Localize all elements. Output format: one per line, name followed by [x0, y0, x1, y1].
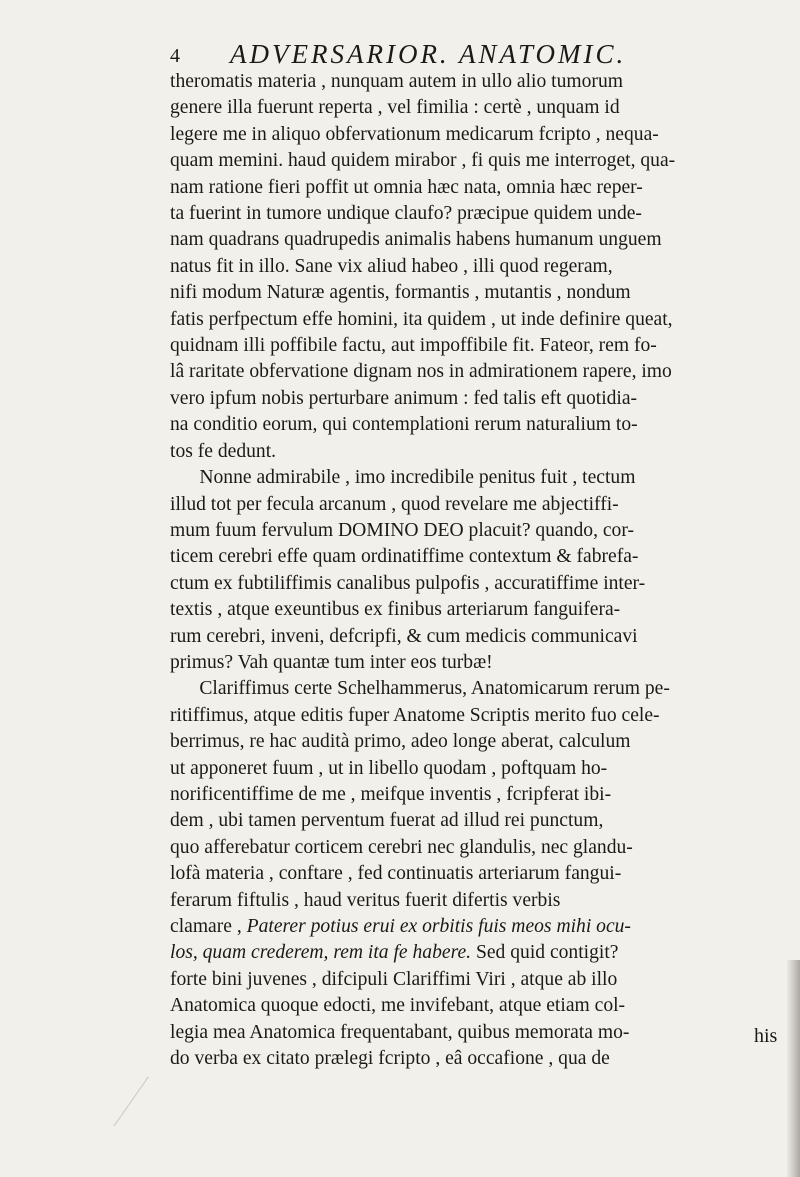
- text-line: [170, 279, 785, 305]
- text-line: [170, 570, 785, 596]
- line-text: legia mea Anatomica frequentabant, quibus memorata mo-: [170, 1020, 630, 1043]
- line-text: ctum ex fubtiliffimis canalibus pulpofis , accuratiffime inter-: [170, 571, 646, 594]
- text-line: [170, 464, 785, 490]
- body-text: [170, 68, 798, 1071]
- line-text: vero ipfum nobis perturbare animum : fed talis eft quotidia-: [170, 386, 638, 409]
- text-line: [170, 491, 785, 517]
- line-text: genere illa fuerunt reperta , vel fimilia : certè , unquam id: [170, 96, 620, 119]
- line-text: tos fe dedunt.: [170, 439, 277, 462]
- text-line: [170, 702, 785, 728]
- text-line: [170, 596, 785, 622]
- line-text: Anatomica quoque edocti, me invifebant, atque etiam col-: [170, 994, 626, 1017]
- text-line: [170, 358, 785, 384]
- line-text: ferarum fiftulis , haud veritus fuerit difertis verbis: [170, 888, 561, 911]
- line-text: illud tot per fecula arcanum , quod revelare me abjectiffi-: [170, 492, 619, 515]
- text-line: [170, 226, 785, 252]
- text-line: [170, 147, 785, 173]
- line-text: norificentiffime de me , meifque inventis , fcripferat ibi-: [170, 782, 612, 805]
- line-text: mum fuum fervulum DOMINO DEO placuit? quando, cor-: [170, 518, 634, 541]
- text-line: [170, 332, 785, 358]
- text-line: [170, 306, 785, 332]
- line-text: clamare ,: [170, 915, 247, 937]
- line-text: na conditio eorum, qui contemplationi rerum naturalium to-: [170, 413, 638, 436]
- text-line: [170, 385, 785, 411]
- text-line: [170, 1045, 785, 1071]
- text-line: [170, 649, 785, 675]
- text-line: [170, 68, 785, 94]
- line-text: fatis perfpectum effe homini, ita quidem , ut inde definire queat,: [170, 307, 673, 330]
- italic-quote: Paterer potius erui ex orbitis fuis meos mihi ocu-: [246, 915, 631, 937]
- text-line: [170, 253, 785, 279]
- text-line: [170, 675, 785, 701]
- text-line: [170, 200, 785, 226]
- text-line: [170, 860, 785, 886]
- text-line: [170, 887, 785, 913]
- page-number: 4: [170, 45, 180, 67]
- text-line: [170, 1019, 785, 1045]
- text-line: [170, 992, 785, 1018]
- line-text: nifi modum Naturæ agentis, formantis , mutantis , nondum: [170, 281, 631, 304]
- line-text: ut apponeret fuum , ut in libello quodam , poftquam ho-: [170, 756, 608, 779]
- line-text: theromatis materia , nunquam autem in ullo alio tumorum: [170, 70, 623, 92]
- line-text: Clariffimus certe Schelhammerus, Anatomicarum rerum pe-: [199, 677, 670, 700]
- text-line: [170, 517, 785, 543]
- text-line: [170, 781, 785, 807]
- line-text: legere me in aliquo obfervationum medicarum fcripto , nequa-: [170, 122, 659, 145]
- line-text: quidnam illi poffibile factu, aut impoffibile fit. Fateor, rem fo-: [170, 334, 657, 357]
- line-text: textis , atque exeuntibus ex finibus arteriarum fanguifera-: [170, 598, 621, 621]
- line-text: primus? Vah quantæ tum inter eos turbæ!: [170, 650, 493, 673]
- line-text: nam ratione fieri poffit ut omnia hæc nata, omnia hæc reper-: [170, 175, 643, 198]
- text-line: [170, 939, 785, 965]
- line-text: dem , ubi tamen perventum fuerat ad illud rei punctum,: [170, 809, 604, 832]
- line-text: ticem cerebri effe quam ordinatiffime contextum & fabrefa-: [170, 545, 639, 568]
- line-text: ta fuerint in tumore undique claufo? præcipue quidem unde-: [170, 202, 642, 225]
- text-line: [170, 121, 785, 147]
- page-edge-shadow: [786, 960, 800, 1177]
- line-text: quam memini. haud quidem mirabor , fi quis me interroget, qua-: [170, 149, 676, 172]
- page-header: [170, 26, 770, 70]
- line-text: natus fit in illo. Sane vix aliud habeo , illi quod regeram,: [170, 254, 613, 277]
- text-line: [170, 834, 785, 860]
- catchword: his: [754, 1025, 778, 1047]
- text-line: [170, 543, 785, 569]
- text-line: [170, 913, 785, 939]
- line-text: forte bini juvenes , difcipuli Clariffimi Viri , atque ab illo: [170, 967, 618, 990]
- text-line: [170, 94, 785, 120]
- running-head: ADVERSARIOR. ANATOMIC.: [230, 39, 627, 69]
- italic-quote: los, quam crederem, rem ita fe habere.: [170, 941, 472, 964]
- line-text: lofà materia , conftare , fed continuatis arteriarum fangui-: [170, 862, 622, 885]
- line-text: nam quadrans quadrupedis animalis habens humanum unguem: [170, 228, 662, 251]
- text-line: [170, 728, 785, 754]
- line-text: quo afferebatur corticem cerebri nec glandulis, nec glandu-: [170, 835, 633, 858]
- line-text: rum cerebri, inveni, defcripfi, & cum medicis communicavi: [170, 624, 638, 647]
- text-line: [170, 438, 785, 464]
- line-text: berrimus, re hac audità primo, adeo longe aberat, calculum: [170, 730, 631, 753]
- pencil-mark: [114, 1077, 174, 1144]
- text-line: [170, 807, 785, 833]
- text-line: [170, 966, 785, 992]
- text-line: [170, 174, 785, 200]
- text-line: [170, 411, 785, 437]
- line-text: lâ raritate obfervatione dignam nos in admirationem rapere, imo: [170, 360, 672, 383]
- line-text: Sed quid contigit?: [471, 941, 619, 964]
- line-text: ritiffimus, atque editis fuper Anatome Scriptis merito fuo cele-: [170, 703, 660, 726]
- text-line: [170, 755, 785, 781]
- line-text: do verba ex citato prælegi fcripto , eâ occafione , qua de: [170, 1047, 610, 1070]
- text-line: [170, 623, 785, 649]
- line-text: Nonne admirabile , imo incredibile penitus fuit , tectum: [199, 466, 636, 489]
